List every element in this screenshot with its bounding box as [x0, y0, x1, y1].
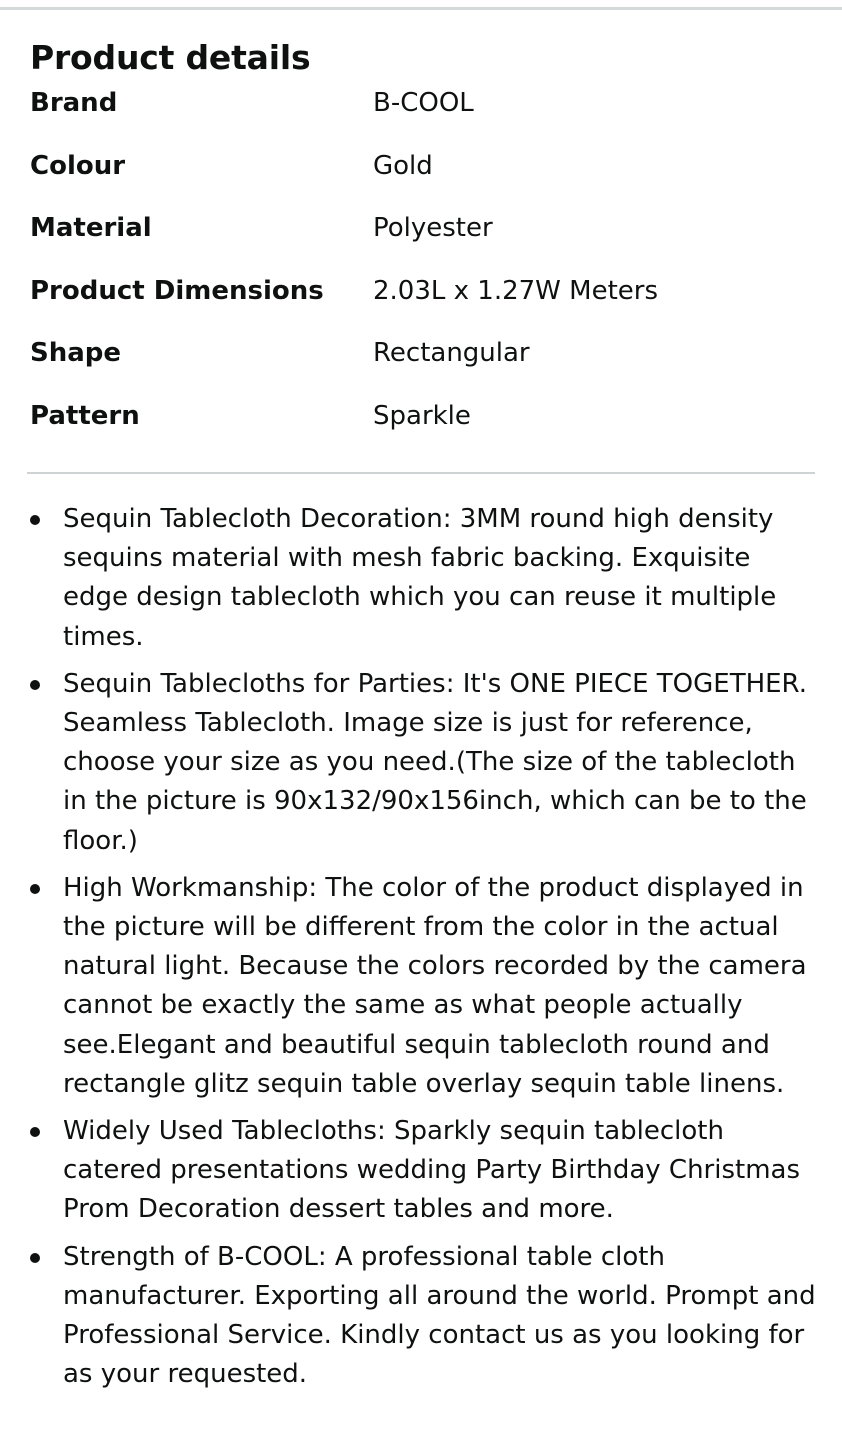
bullet-dot-icon: [30, 515, 40, 525]
feature-bullet: [30, 1112, 820, 1230]
spec-row-brand: [30, 87, 814, 150]
spec-key: Brand: [30, 88, 118, 118]
section-divider: [27, 472, 815, 474]
product-spec-table: [30, 87, 814, 463]
feature-bullet: [30, 869, 820, 1104]
feature-bullet: [30, 500, 820, 657]
spec-row-product-dimensions: [30, 275, 814, 338]
feature-bullet-text: Sequin Tablecloth Decoration: 3MM round high density sequins material with mesh fabric backing. Exquisite edge design tablecloth which you can reuse it multiple times.: [63, 504, 777, 652]
feature-bullet: [30, 665, 820, 861]
bullet-dot-icon: [30, 1127, 40, 1137]
spec-key: Material: [30, 213, 152, 244]
product-details-title: Product details: [30, 38, 311, 77]
feature-bullet-text: High Workmanship: The color of the product displayed in the picture will be different from the color in the actual natural light. Because the colors recorded by the camera cannot be exactly the same as what people actually see.Elegant and beautiful sequin tablecloth round and rectangle glitz sequin table overlay sequin table linens.: [63, 872, 807, 1099]
spec-row-material: [30, 212, 814, 275]
feature-bullet: [30, 1238, 820, 1395]
bullet-dot-icon: [30, 1253, 40, 1263]
feature-bullet-text: Widely Used Tablecloths: Sparkly sequin tablecloth catered presentations wedding Party Birthday Christmas Prom Decoration dessert tables and more.: [63, 1116, 801, 1225]
spec-value: 2.03L x 1.27W Meters: [373, 275, 659, 306]
spec-key: Shape: [30, 338, 122, 369]
feature-bullet-list: [30, 500, 820, 1402]
spec-row-colour: [30, 150, 814, 213]
spec-value: B-COOL: [373, 88, 474, 118]
spec-value: Gold: [373, 150, 433, 181]
spec-key: Pattern: [30, 400, 140, 431]
spec-value: Rectangular: [373, 338, 530, 369]
spec-key: Colour: [30, 150, 126, 181]
spec-row-pattern: [30, 400, 814, 463]
spec-key: Product Dimensions: [30, 275, 324, 306]
bullet-dot-icon: [30, 680, 40, 690]
spec-value: Polyester: [373, 213, 493, 244]
product-details-section: [30, 36, 814, 463]
feature-bullet-text: Strength of B-COOL: A professional table cloth manufacturer. Exporting all around the world. Prompt and Professional Service. Kindly contact us as you looking for as your requested.: [63, 1241, 816, 1390]
spec-row-shape: [30, 337, 814, 400]
spec-value: Sparkle: [373, 400, 471, 431]
top-divider: [0, 0, 842, 10]
feature-bullet-text: Sequin Tablecloths for Parties: It's ONE PIECE TOGETHER. Seamless Tablecloth. Image size is just for reference, choose your size as you need.(The size of the tablecloth in the picture is 90x132/90x156inch, which can be to the floor.): [63, 668, 807, 856]
bullet-dot-icon: [30, 884, 40, 894]
